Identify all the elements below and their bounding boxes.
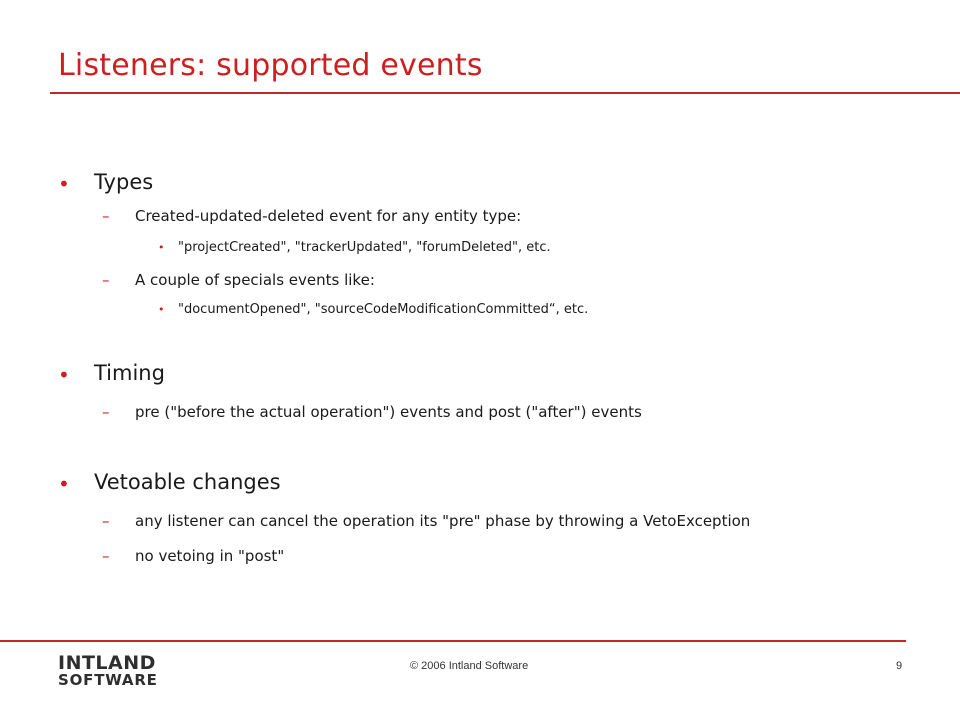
heading-vetoable: Vetoable changes	[94, 470, 281, 494]
types-item-1: Created-updated-deleted event for any entity type:	[135, 207, 522, 225]
footer-divider	[0, 640, 906, 642]
sub-bullet: •	[158, 303, 165, 316]
dash-bullet: –	[102, 512, 110, 530]
heading-timing: Timing	[94, 361, 165, 385]
vetoable-item-2: no vetoing in "post"	[135, 547, 285, 565]
logo-line-2: SOFTWARE	[58, 671, 158, 689]
dash-bullet: –	[102, 271, 110, 289]
bullet-timing: •	[58, 363, 70, 387]
dash-bullet: –	[102, 547, 110, 565]
sub-bullet: •	[158, 241, 165, 254]
bullet-vetoable: •	[58, 472, 70, 496]
page-number: 9	[896, 660, 903, 672]
bullet-types: •	[58, 172, 70, 196]
copyright-text: © 2006 Intland Software	[410, 660, 529, 672]
dash-bullet: –	[102, 403, 110, 421]
slide-title: Listeners: supported events	[58, 48, 483, 83]
types-item-2: A couple of specials events like:	[135, 271, 375, 289]
timing-item-1: pre ("before the actual operation") events and post ("after") events	[135, 403, 642, 421]
intland-logo	[58, 652, 158, 689]
dash-bullet: –	[102, 207, 110, 225]
types-item-2-sub: "documentOpened", "sourceCodeModificationCommitted“, etc.	[178, 302, 589, 317]
vetoable-item-1: any listener can cancel the operation its "pre" phase by throwing a VetoException	[135, 512, 751, 530]
types-item-1-sub: "projectCreated", "trackerUpdated", "forumDeleted", etc.	[178, 240, 551, 255]
logo-line-1: INTLAND	[58, 652, 156, 674]
heading-types: Types	[94, 170, 154, 194]
